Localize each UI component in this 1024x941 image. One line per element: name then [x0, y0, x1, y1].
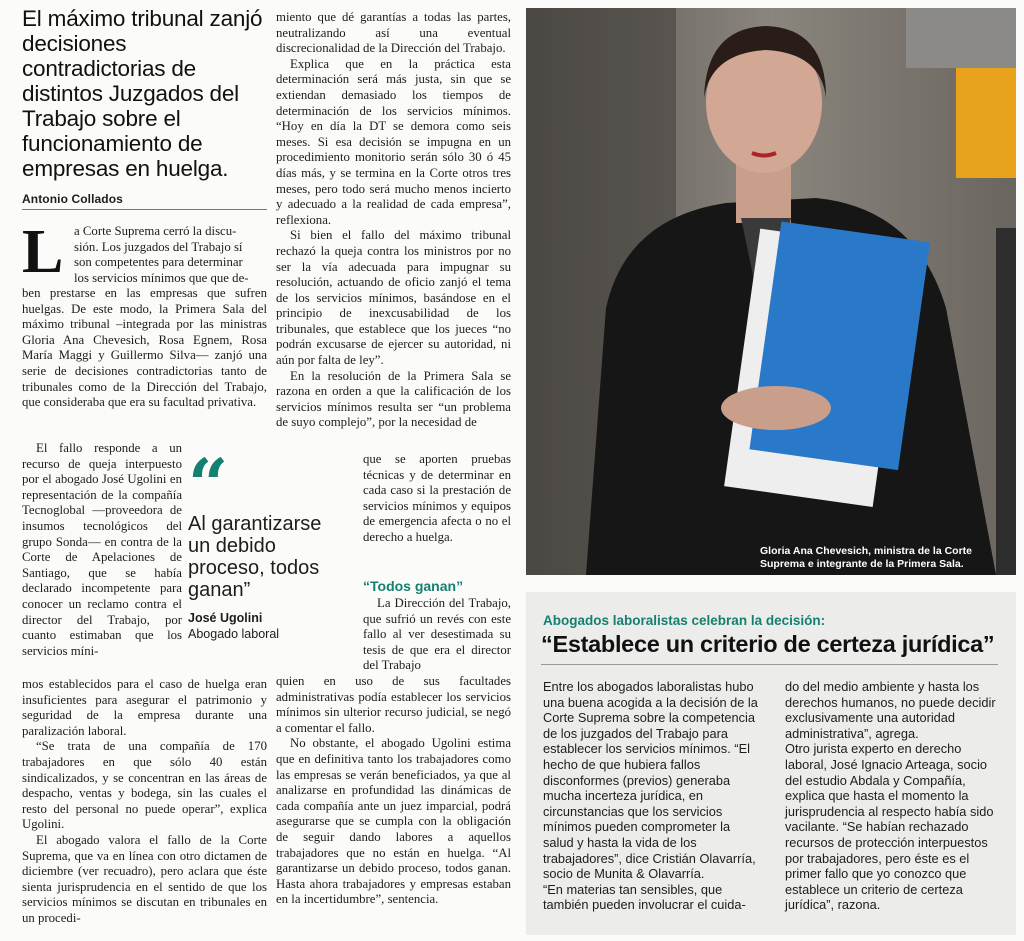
- paragraph-dt-reaction: La Dirección del Trabajo, que sufrió un revés con este fallo al ver desestimada su tesis de que era el director del Trabajo: [363, 596, 511, 673]
- photo-caption: Gloria Ana Chevesich, ministra de la Corte Suprema e integrante de la Primera Sala.: [760, 545, 973, 570]
- byline-divider: [22, 209, 267, 210]
- paragraph-appeal: El fallo responde a un recurso de queja interpuesto por el abogado José Ugolini en representación de la compañía Tecnoglobal —proveedora de insumos tecnológicos del grupo Sonda— en contra de la Corte de Apelaciones de Santiago, que se había declarado incompetente para conocer un reclamo contra el director del Trabajo, por cuanto estimaban que los servicios míni-: [22, 441, 182, 658]
- paragraph-evidence: que se aporten pruebas técnicas y de determinar en cada caso si la prestación de servicios mínimos y equipos de emergencia afecta o no el derecho a huelga.: [363, 452, 511, 544]
- pull-quote-role: Abogado laboral: [188, 627, 280, 641]
- intro-line-4: los servicios mínimos que que de-: [74, 270, 249, 285]
- sidebar-column-1: [543, 679, 758, 913]
- article-column-2-narrow-2: [363, 596, 511, 674]
- sidebar-column-2: [785, 679, 1000, 913]
- drop-cap: L: [22, 218, 64, 286]
- article-column-2-top: [276, 10, 511, 431]
- sidebar-paragraph-sensitive: “En materias tan sensibles, que también pueden involucrar el cuida-: [543, 881, 746, 913]
- article-intro-lines: [74, 224, 267, 286]
- quote-mark-icon: “: [188, 443, 221, 526]
- sidebar-title: “Establece un criterio de certeza jurídica”: [541, 631, 995, 657]
- article-column-1-top: [22, 286, 267, 411]
- headline: El máximo tribunal zanjó decisiones contradictorias de distintos Juzgados del Trabajo sobre el funcionamiento de empresas en huelga.: [22, 6, 263, 181]
- paragraph-everyone-wins: No obstante, el abogado Ugolini estima que en definitiva tanto los trabajadores como las empresas se verán beneficiados, ya que al analizarse en profundidad las dinámicas de cada compañía ante un juez imparcial, podrá asegurarse que se cumpla con la obligación de seguir dando labores a aquellos trabajadores que no están en huelga. “Al garantizarse un debido proceso, todos ganan. Hasta ahora trabajadores y empresas estaban en la incertidumbre”, sentencia.: [276, 736, 511, 907]
- paragraph-resolution: En la resolución de la Primera Sala se razona en orden a que la calificación de los servicios mínimos resulta ser “un problema de suyo complejo”, por la necesidad de: [276, 368, 511, 430]
- sidebar-divider: [541, 664, 998, 665]
- article-column-2-bottom: [276, 674, 511, 908]
- sidebar-paragraph-olavarria: Entre los abogados laboralistas hubo una buena acogida a la decisión de la Corte Suprema sobre la competencia de los juzgados del Trabajo para establecer los servicios mínimos. “El hecho de que hubiera fallos disconformes (previos) generaba mucha incerteza jurídica, en circunstancias que los servicios mínimos pueden comprometer la salud y hasta la vida de los trabajadores”, dice Cristián Olavarría, socio de Munita & Olavarría.: [543, 679, 758, 882]
- paragraph-inexcusability: Si bien el fallo del máximo tribunal rechazó la queja contra los ministros por no ser la vía adecuada para impugnar su resolución, actuando de oficio zanjó el tema de los servicios mínimos, basándose en el principio de inexcusabilidad de los tribunales, que establece que los jueces “no podrán excusarse de ejercer su autoridad, ni aún por falta de ley”.: [276, 228, 511, 368]
- byline: Antonio Collados: [22, 192, 123, 206]
- article-column-2-narrow: [363, 452, 511, 546]
- sidebar-kicker: Abogados laboralistas celebran la decisión:: [543, 613, 826, 628]
- paragraph-practice: Explica que en la práctica esta determinación será más justa, sin que se extiendan demasiado los tiempos de determinación de los servicios mínimos. “Hoy en día la DT se demora como seis meses. Si esa decisión se impugna en un procedimiento monitorio serán sólo 30 ó 45 días más, y se termina en la Corte otros tres meses, pero todo será mucho menos incierto y adecuado a la realidad de cada empresa”, reflexiona.: [276, 56, 511, 227]
- intro-line-2: sión. Los juzgados del Trabajo sí: [74, 239, 243, 254]
- intro-line-3: son competentes para determinar: [74, 255, 243, 270]
- article-column-1-bottom: [22, 677, 267, 927]
- pull-quote-name: José Ugolini: [188, 611, 263, 625]
- intro-line-1: a Corte Suprema cerró la discu-: [74, 224, 237, 238]
- paragraph-company-quote: “Se trata de una compañía de 170 trabajadores en que sólo 40 están sindicalizados, y se concentran en las áreas de despacho, ventas y bodega, sin las cuales el resto del personal no puede operar”, explica Ugolini.: [22, 739, 267, 832]
- section-subhead: “Todos ganan”: [363, 578, 464, 594]
- photo-judge: [526, 8, 1016, 575]
- paragraph-lawyer-valuation: El abogado valora el fallo de la Corte Suprema, que va en línea con otro dictamen de diciembre (ver recuadro), pero aclara que éste sienta jurisprudencia en el sentido de que los servicios mínimos se discutan en tribunales en un procedi-: [22, 832, 267, 925]
- photo-illustration: [526, 8, 1016, 575]
- paragraph-dt-reaction-end: quien en uso de sus facultades administrativas podía establecer los servicios mínimos sin ulterior recurso judicial, se negó a comentar el fallo.: [276, 674, 511, 735]
- pull-quote-text: Al garantizarse un debido proceso, todos ganan”: [188, 513, 322, 601]
- article-column-1-narrow: [22, 441, 182, 659]
- paragraph-appeal-end: mos establecidos para el caso de huelga eran insuficientes para asegurar el patrimonio y seguridad de la empresa durante una paralización laboral.: [22, 677, 267, 738]
- paragraph-guarantees: miento que dé garantías a todas las partes, neutralizando así una eventual discrecionalidad de la Dirección del Trabajo.: [276, 10, 511, 56]
- paragraph-court-decision: ben prestarse en las empresas que sufren huelgas. De este modo, la Primera Sala del máximo tribunal –integrada por las ministras Gloria Ana Chevesich, Rosa Egnem, Rosa María Maggi y Guillermo Silva— zanjó una serie de decisiones contradictorias tanto de tribunales como de la Dirección del Trabajo, que consideraba que era su facultad privativa.: [22, 286, 267, 410]
- sidebar-paragraph-rights: do del medio ambiente y hasta los derechos humanos, no puede decidir exclusivamente una autoridad administrativa”, agrega.: [785, 679, 996, 741]
- sidebar-paragraph-arteaga: Otro jurista experto en derecho laboral, José Ignacio Arteaga, socio del estudio Abdala y Compañía, explica que hasta el momento la jurisprudencia al respecto había sido vacilante. “Se habían rechazado recursos de protección interpuestos por trabajadores, pero éste es el primer fallo que yo conozco que establece un criterio de certeza jurídica”, razona.: [785, 741, 994, 913]
